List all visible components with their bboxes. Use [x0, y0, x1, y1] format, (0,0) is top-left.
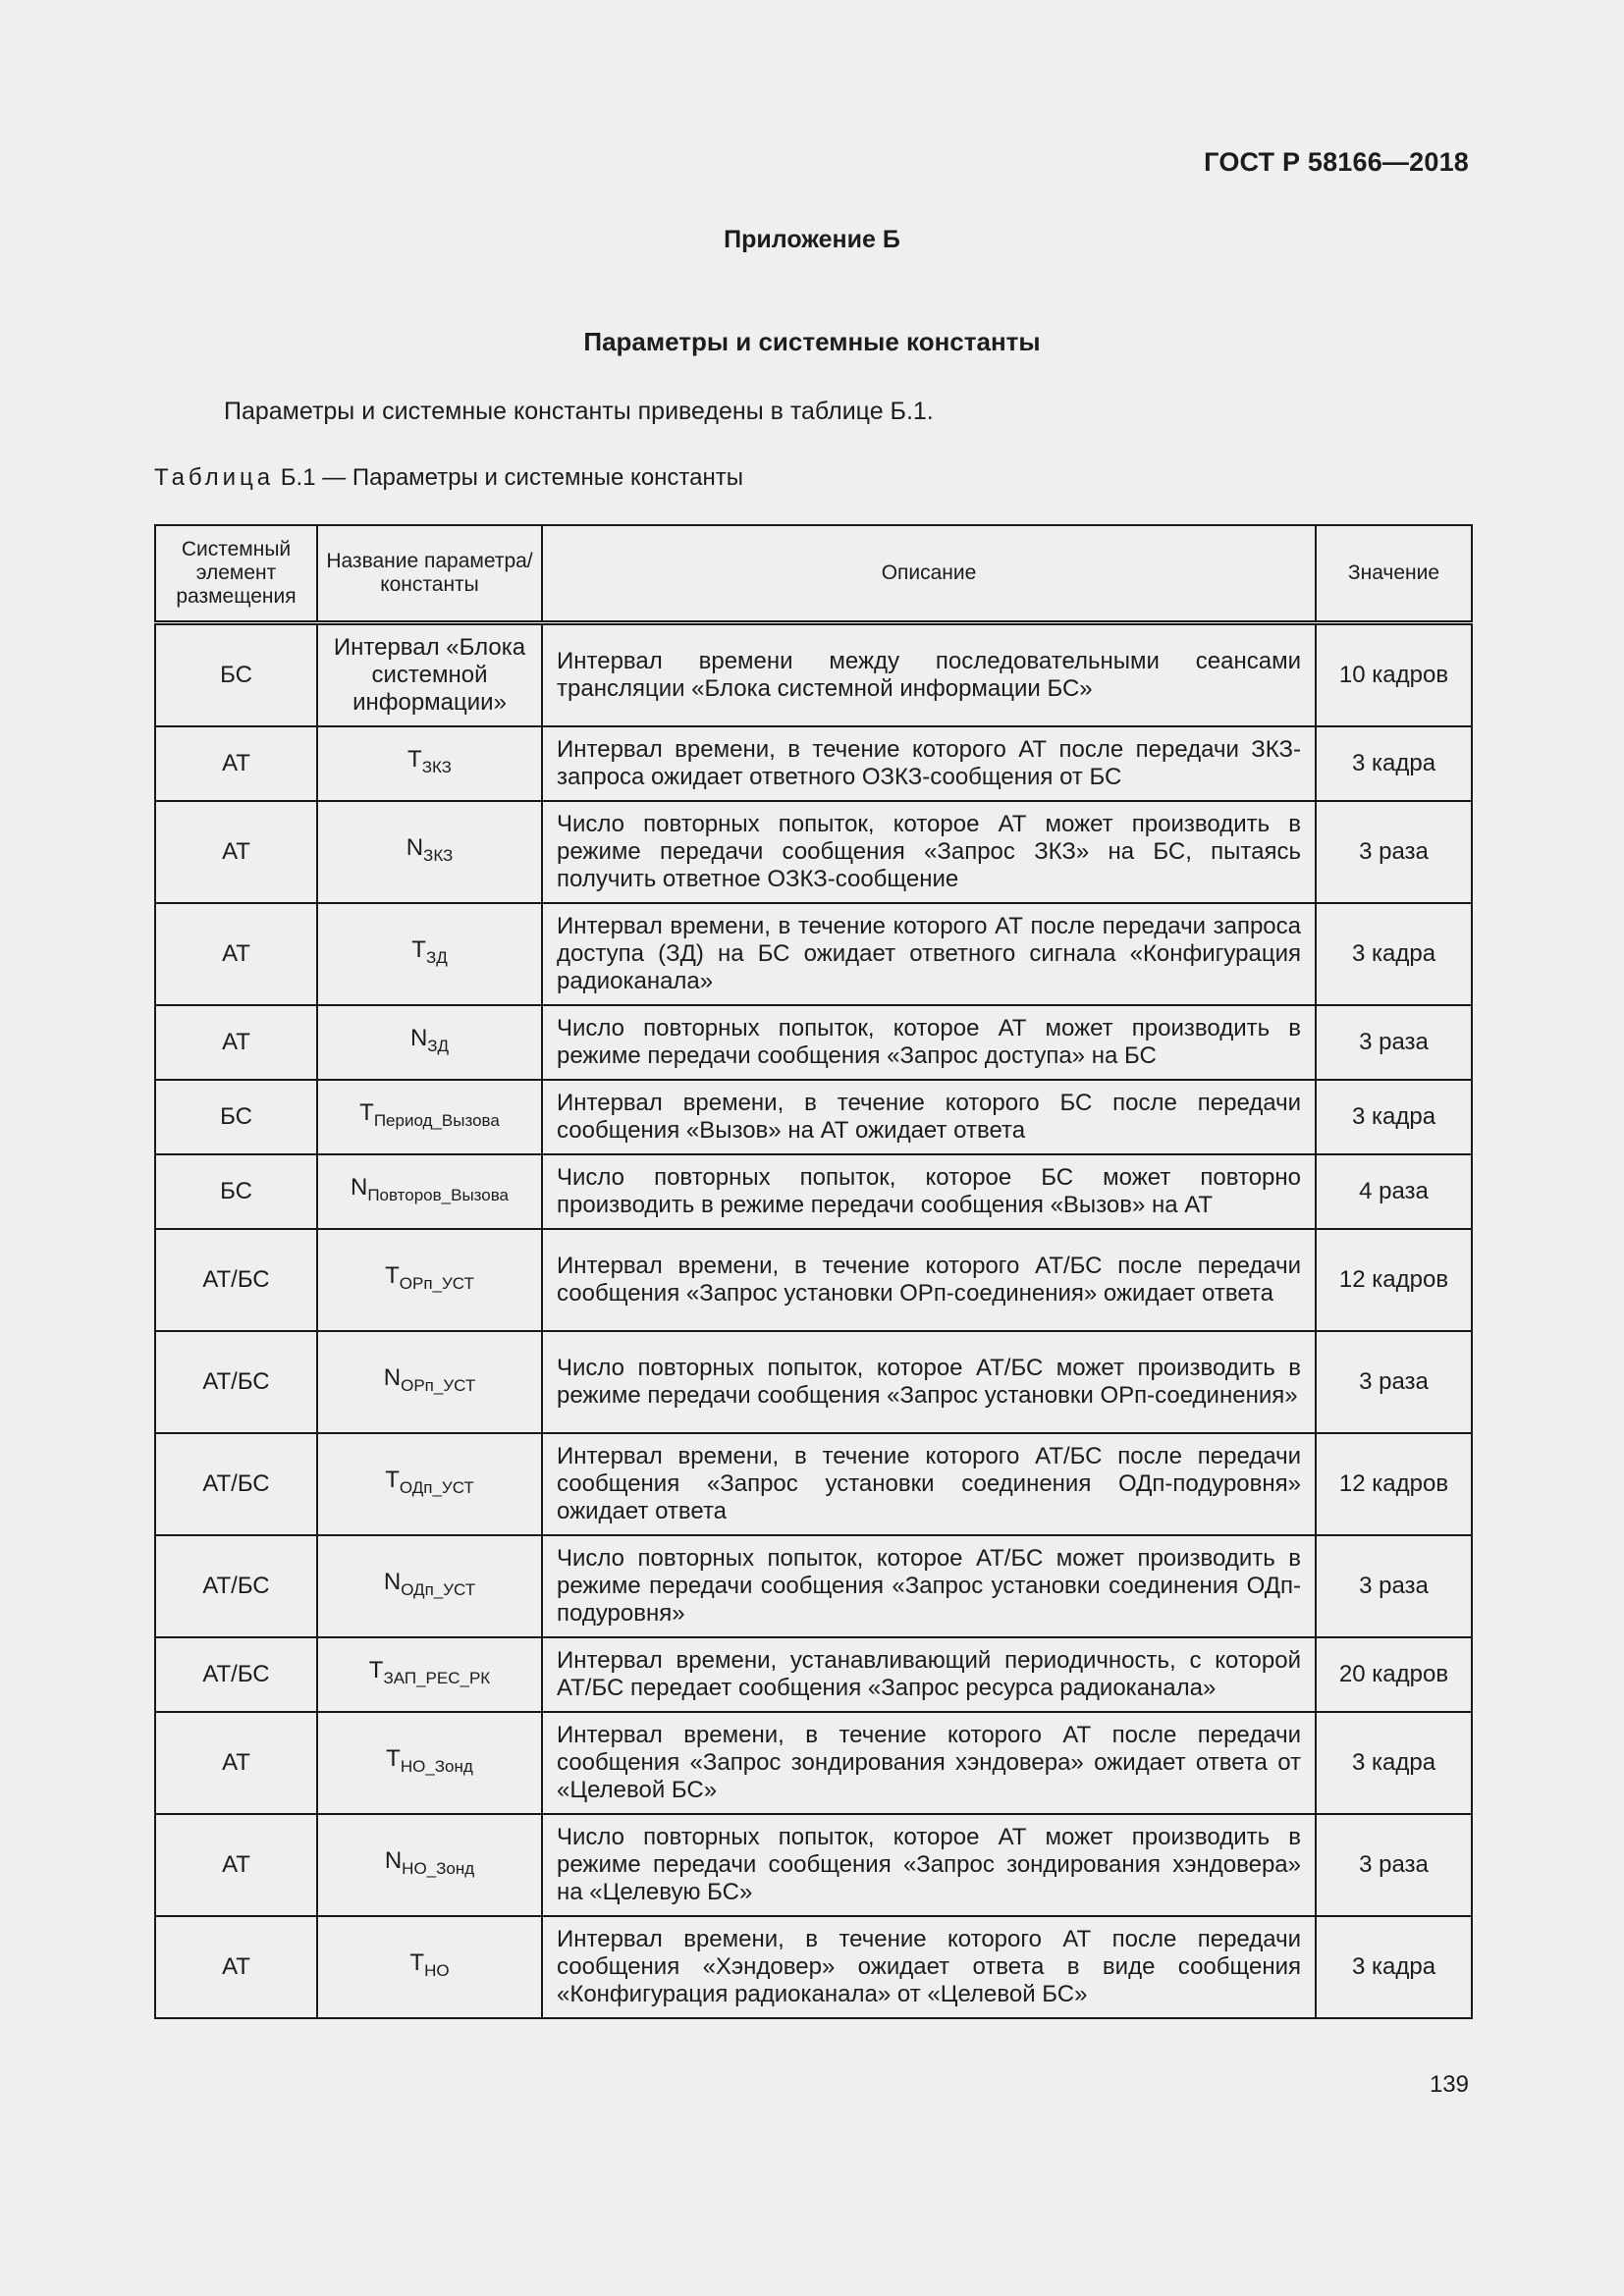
- parameter-symbol: T: [385, 1467, 400, 1493]
- parameter-subscript: Период_Вызова: [373, 1111, 500, 1130]
- parameter-subscript: ЗАП_РЕС_РК: [383, 1669, 491, 1687]
- cell-description: Интервал времени, в течение которого АТ после передачи запроса доступа (ЗД) на БС ожидает ответного сигнала «Конфигурация радиоканала»: [542, 903, 1316, 1005]
- cell-value: 3 раза: [1316, 1331, 1472, 1433]
- cell-parameter-name: [317, 1433, 542, 1535]
- cell-value: 12 кадров: [1316, 1433, 1472, 1535]
- parameter-symbol: N: [383, 1569, 402, 1595]
- document-code: ГОСТ Р 58166—2018: [1204, 147, 1469, 177]
- cell-value: 3 раза: [1316, 1814, 1472, 1916]
- table-row: [155, 1535, 1472, 1637]
- cell-value: 3 раза: [1316, 1535, 1472, 1637]
- table-row: [155, 1637, 1472, 1712]
- table-caption: [154, 464, 743, 492]
- cell-element: АТ/БС: [155, 1433, 317, 1535]
- cell-element: АТ: [155, 1005, 317, 1080]
- cell-description: Число повторных попыток, которое АТ может производить в режиме передачи сообщения «Запрос зондирования хэндовера» на «Целевую БС»: [542, 1814, 1316, 1916]
- intro-paragraph: Параметры и системные константы приведены в таблице Б.1.: [224, 398, 934, 425]
- parameter-subscript: НО_Зонд: [400, 1757, 473, 1776]
- table-row: [155, 623, 1472, 727]
- cell-value: 3 кадра: [1316, 1080, 1472, 1154]
- cell-description: Интервал времени, в течение которого БС после передачи сообщения «Вызов» на АТ ожидает ответа: [542, 1080, 1316, 1154]
- cell-element: АТ/БС: [155, 1229, 317, 1331]
- cell-value: 3 раза: [1316, 1005, 1472, 1080]
- header-description: Описание: [542, 525, 1316, 623]
- table-row: [155, 1814, 1472, 1916]
- parameter-symbol: N: [383, 1364, 402, 1391]
- parameter-subscript: ОДп_УСТ: [399, 1478, 474, 1497]
- parameter-subscript: ЗКЗ: [421, 758, 452, 776]
- parameter-symbol: T: [359, 1099, 374, 1126]
- cell-element: АТ: [155, 726, 317, 801]
- table-header-row: [155, 525, 1472, 623]
- table-row: [155, 1229, 1472, 1331]
- parameter-symbol: N: [406, 834, 424, 861]
- parameter-subscript: ЗД: [425, 948, 448, 967]
- table-caption-text: Б.1 — Параметры и системные константы: [274, 464, 743, 491]
- cell-value: 3 раза: [1316, 801, 1472, 903]
- parameter-symbol: T: [386, 1745, 401, 1772]
- cell-value: 3 кадра: [1316, 903, 1472, 1005]
- header-value: Значение: [1316, 525, 1472, 623]
- table-row: [155, 1331, 1472, 1433]
- table-body: [155, 623, 1472, 2019]
- cell-parameter-name: [317, 1154, 542, 1229]
- parameter-subscript: Повторов_Вызова: [367, 1186, 510, 1204]
- cell-element: БС: [155, 1080, 317, 1154]
- header-name: Название параметра/ константы: [317, 525, 542, 623]
- parameter-subscript: НО: [424, 1961, 450, 1980]
- parameters-table: [154, 524, 1473, 2019]
- cell-description: Интервал времени, устанавливающий периодичность, с которой АТ/БС передает сообщения «Запрос ресурса радиоканала»: [542, 1637, 1316, 1712]
- cell-parameter-name: [317, 1080, 542, 1154]
- parameter-subscript: ЗКЗ: [423, 846, 454, 865]
- cell-value: 4 раза: [1316, 1154, 1472, 1229]
- cell-element: АТ: [155, 1814, 317, 1916]
- cell-parameter-name: [317, 1229, 542, 1331]
- table-row: [155, 1080, 1472, 1154]
- cell-element: АТ: [155, 1916, 317, 2018]
- table-row: [155, 801, 1472, 903]
- cell-parameter-name: Интервал «Блока системной информации»: [317, 623, 542, 727]
- cell-element: АТ: [155, 1712, 317, 1814]
- cell-value: 3 кадра: [1316, 1916, 1472, 2018]
- parameter-subscript: НО_Зонд: [402, 1859, 475, 1878]
- table-row: [155, 1712, 1472, 1814]
- cell-description: Число повторных попыток, которое БС может повторно производить в режиме передачи сообщения «Вызов» на АТ: [542, 1154, 1316, 1229]
- parameter-symbol: N: [384, 1847, 403, 1874]
- section-title: Параметры и системные константы: [583, 327, 1041, 356]
- parameter-subscript: ЗД: [427, 1037, 450, 1055]
- table-row: [155, 1916, 1472, 2018]
- table-row: [155, 1433, 1472, 1535]
- cell-parameter-name: [317, 1814, 542, 1916]
- header-element: Системный элемент размещения: [155, 525, 317, 623]
- cell-element: БС: [155, 1154, 317, 1229]
- cell-description: Интервал времени, в течение которого АТ/БС после передачи сообщения «Запрос установки соединения ОДп-подуровня» ожидает ответа: [542, 1433, 1316, 1535]
- parameter-subscript: ОРп_УСТ: [401, 1376, 476, 1395]
- table-caption-prefix: Таблица: [154, 464, 275, 491]
- cell-parameter-name: [317, 903, 542, 1005]
- appendix-title: Приложение Б: [724, 226, 900, 253]
- cell-parameter-name: [317, 1005, 542, 1080]
- cell-description: Интервал времени, в течение которого АТ после передачи сообщения «Запрос зондирования хэндовера» ожидает ответа от «Целевой БС»: [542, 1712, 1316, 1814]
- page-number: 139: [1429, 2071, 1469, 2098]
- cell-parameter-name: [317, 801, 542, 903]
- table-row: [155, 1154, 1472, 1229]
- cell-description: Число повторных попыток, которое АТ/БС может производить в режиме передачи сообщения «Запрос установки ОРп-соединения»: [542, 1331, 1316, 1433]
- parameter-symbol: T: [368, 1657, 384, 1683]
- cell-description: Интервал времени между последовательными сеансами трансляции «Блока системной информации БС»: [542, 623, 1316, 727]
- parameter-symbol: T: [407, 746, 422, 773]
- cell-description: Число повторных попыток, которое АТ может производить в режиме передачи сообщения «Запрос доступа» на БС: [542, 1005, 1316, 1080]
- cell-element: АТ: [155, 903, 317, 1005]
- cell-value: 3 кадра: [1316, 1712, 1472, 1814]
- cell-element: БС: [155, 623, 317, 727]
- cell-description: Интервал времени, в течение которого АТ/БС после передачи сообщения «Запрос установки ОРп-соединения» ожидает ответа: [542, 1229, 1316, 1331]
- parameter-symbol: T: [385, 1262, 400, 1289]
- table-row: [155, 903, 1472, 1005]
- cell-value: 12 кадров: [1316, 1229, 1472, 1331]
- parameter-symbol: T: [411, 936, 426, 963]
- cell-description: Интервал времени, в течение которого АТ после передачи ЗКЗ-запроса ожидает ответного ОЗКЗ-сообщения от БС: [542, 726, 1316, 801]
- cell-description: Интервал времени, в течение которого АТ после передачи сообщения «Хэндовер» ожидает ответа в виде сообщения «Конфигурация радиоканала» от «Целевой БС»: [542, 1916, 1316, 2018]
- cell-parameter-name: [317, 1637, 542, 1712]
- cell-parameter-name: [317, 1916, 542, 2018]
- cell-parameter-name: [317, 1535, 542, 1637]
- cell-element: АТ/БС: [155, 1637, 317, 1712]
- cell-description: Число повторных попыток, которое АТ может производить в режиме передачи сообщения «Запрос ЗКЗ» на БС, пытаясь получить ответное ОЗКЗ-сообщение: [542, 801, 1316, 903]
- cell-parameter-name: [317, 1712, 542, 1814]
- cell-description: Число повторных попыток, которое АТ/БС может производить в режиме передачи сообщения «Запрос установки соединения ОДп-подуровня»: [542, 1535, 1316, 1637]
- cell-value: 3 кадра: [1316, 726, 1472, 801]
- cell-element: АТ/БС: [155, 1535, 317, 1637]
- cell-element: АТ: [155, 801, 317, 903]
- parameter-symbol: N: [350, 1174, 368, 1201]
- parameter-subscript: ОДп_УСТ: [401, 1580, 476, 1599]
- table-row: [155, 1005, 1472, 1080]
- cell-element: АТ/БС: [155, 1331, 317, 1433]
- cell-value: 10 кадров: [1316, 623, 1472, 727]
- cell-parameter-name: [317, 1331, 542, 1433]
- cell-parameter-name: [317, 726, 542, 801]
- parameter-symbol: T: [409, 1949, 425, 1976]
- table-row: [155, 726, 1472, 801]
- parameter-subscript: ОРп_УСТ: [399, 1274, 474, 1293]
- parameter-symbol: N: [409, 1025, 428, 1051]
- cell-value: 20 кадров: [1316, 1637, 1472, 1712]
